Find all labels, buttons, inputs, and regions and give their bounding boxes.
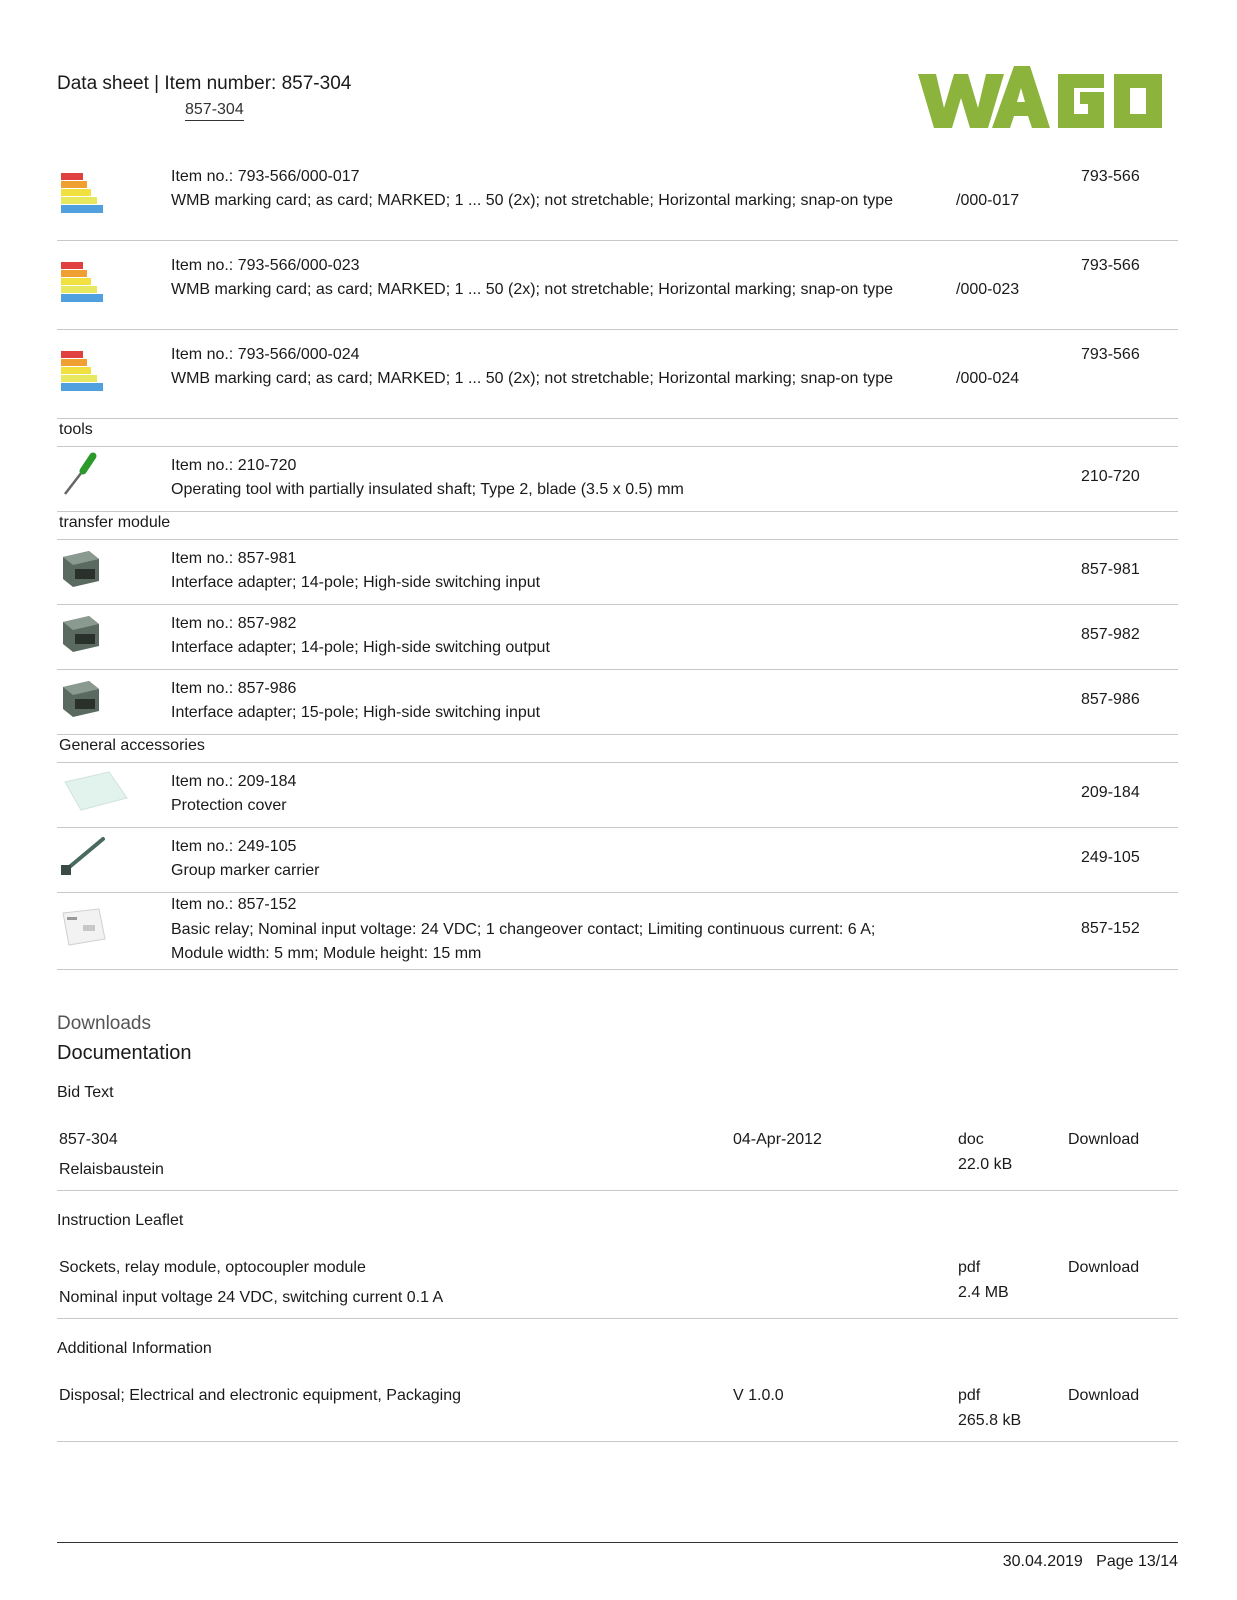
item-link[interactable]: 857-152 [1081, 920, 1140, 937]
download-link[interactable]: Download [1068, 1259, 1140, 1276]
item-number: Item no.: 793-566/000-023 [171, 257, 360, 274]
page-title: Data sheet | Item number: 857-304 [57, 73, 352, 94]
interface-adapter-thumbnail [59, 545, 105, 591]
marking-card-thumbnail [59, 171, 105, 217]
document-size: 22.0 kB [958, 1156, 1013, 1173]
basic-relay-thumbnail [59, 905, 105, 951]
document-name: Sockets, relay module, optocoupler module [59, 1259, 366, 1276]
item-link[interactable]: 793-566 [1081, 168, 1140, 185]
item-description: Protection cover [171, 797, 287, 814]
protection-cover-thumbnail [59, 768, 131, 814]
download-link[interactable]: Download [1068, 1131, 1140, 1148]
item-link[interactable]: 210-720 [1081, 468, 1140, 485]
document-version: V 1.0.0 [733, 1387, 784, 1404]
document-size: 2.4 MB [958, 1284, 1009, 1301]
download-link[interactable]: Download [1068, 1387, 1140, 1404]
item-number: Item no.: 857-986 [171, 680, 297, 697]
marking-card-thumbnail [59, 260, 105, 306]
row-divider [57, 734, 1178, 735]
item-suffix-cut: /000-017 [956, 192, 1020, 209]
item-number: Item no.: 793-566/000-017 [171, 168, 360, 185]
document-size: 265.8 kB [958, 1412, 1022, 1429]
row-divider [57, 539, 1178, 540]
row-divider [57, 1318, 1178, 1319]
instruction-leaflet-heading: Instruction Leaflet [57, 1212, 184, 1229]
item-number: Item no.: 857-152 [171, 896, 297, 913]
document-type: pdf [958, 1259, 981, 1276]
document-date: 04-Apr-2012 [733, 1131, 822, 1148]
row-divider [57, 1441, 1178, 1442]
item-description: Group marker carrier [171, 862, 320, 879]
bid-text-heading: Bid Text [57, 1084, 114, 1101]
item-number: Item no.: 857-981 [171, 550, 297, 567]
item-number-link[interactable]: 857-304 [185, 101, 244, 121]
item-description: WMB marking card; as card; MARKED; 1 ... 50 (2x); not stretchable; Horizontal marking; snap-on type [171, 370, 894, 387]
screwdriver-thumbnail [59, 452, 105, 498]
row-divider [57, 827, 1178, 828]
row-divider [57, 604, 1178, 605]
category-transfer-module: transfer module [59, 514, 171, 531]
item-number: Item no.: 793-566/000-024 [171, 346, 360, 363]
item-number: Item no.: 210-720 [171, 457, 297, 474]
item-description: WMB marking card; as card; MARKED; 1 ... 50 (2x); not stretchable; Horizontal marking; snap-on type [171, 192, 894, 209]
item-description: Operating tool with partially insulated shaft; Type 2, blade (3.5 x 0.5) mm [171, 481, 684, 498]
row-divider [57, 240, 1178, 241]
item-link[interactable]: 857-981 [1081, 561, 1140, 578]
document-description: Nominal input voltage 24 VDC, switching current 0.1 A [59, 1289, 444, 1306]
item-description-line2: Module width: 5 mm; Module height: 15 mm [171, 945, 482, 962]
downloads-heading: Downloads [57, 1013, 151, 1034]
item-description: Basic relay; Nominal input voltage: 24 VDC; 1 changeover contact; Limiting continuous current: 6 A; [171, 921, 876, 938]
wago-logo [918, 58, 1178, 144]
item-description: WMB marking card; as card; MARKED; 1 ... 50 (2x); not stretchable; Horizontal marking; snap-on type [171, 281, 894, 298]
item-number: Item no.: 249-105 [171, 838, 297, 855]
category-tools: tools [59, 421, 93, 438]
row-divider [57, 329, 1178, 330]
item-suffix-cut: /000-024 [956, 370, 1020, 387]
row-divider [57, 1190, 1178, 1191]
additional-information-heading: Additional Information [57, 1340, 212, 1357]
item-description: Interface adapter; 15-pole; High-side switching input [171, 704, 541, 721]
item-description: Interface adapter; 14-pole; High-side switching input [171, 574, 541, 591]
item-link[interactable]: 793-566 [1081, 257, 1140, 274]
row-divider [57, 892, 1178, 893]
row-divider [57, 969, 1178, 970]
row-divider [57, 446, 1178, 447]
interface-adapter-thumbnail [59, 610, 105, 656]
document-description: Relaisbaustein [59, 1161, 164, 1178]
item-number: Item no.: 857-982 [171, 615, 297, 632]
item-number: Item no.: 209-184 [171, 773, 297, 790]
item-link[interactable]: 857-986 [1081, 691, 1140, 708]
documentation-heading: Documentation [57, 1042, 192, 1064]
item-link[interactable]: 249-105 [1081, 849, 1140, 866]
row-divider [57, 418, 1178, 419]
footer-divider [57, 1542, 1178, 1543]
category-general-accessories: General accessories [59, 737, 205, 754]
item-link[interactable]: 793-566 [1081, 346, 1140, 363]
interface-adapter-thumbnail [59, 675, 105, 721]
item-description: Interface adapter; 14-pole; High-side switching output [171, 639, 550, 656]
document-name: Disposal; Electrical and electronic equipment, Packaging [59, 1387, 461, 1404]
item-link[interactable]: 209-184 [1081, 784, 1140, 801]
row-divider [57, 669, 1178, 670]
row-divider [57, 511, 1178, 512]
item-link[interactable]: 857-982 [1081, 626, 1140, 643]
document-name: 857-304 [59, 1131, 118, 1148]
document-type: doc [958, 1131, 984, 1148]
document-type: pdf [958, 1387, 981, 1404]
row-divider [57, 762, 1178, 763]
group-marker-carrier-thumbnail [59, 833, 105, 879]
page-footer: 30.04.2019 Page 13/14 [1002, 1553, 1178, 1570]
marking-card-thumbnail [59, 349, 105, 395]
item-suffix-cut: /000-023 [956, 281, 1020, 298]
